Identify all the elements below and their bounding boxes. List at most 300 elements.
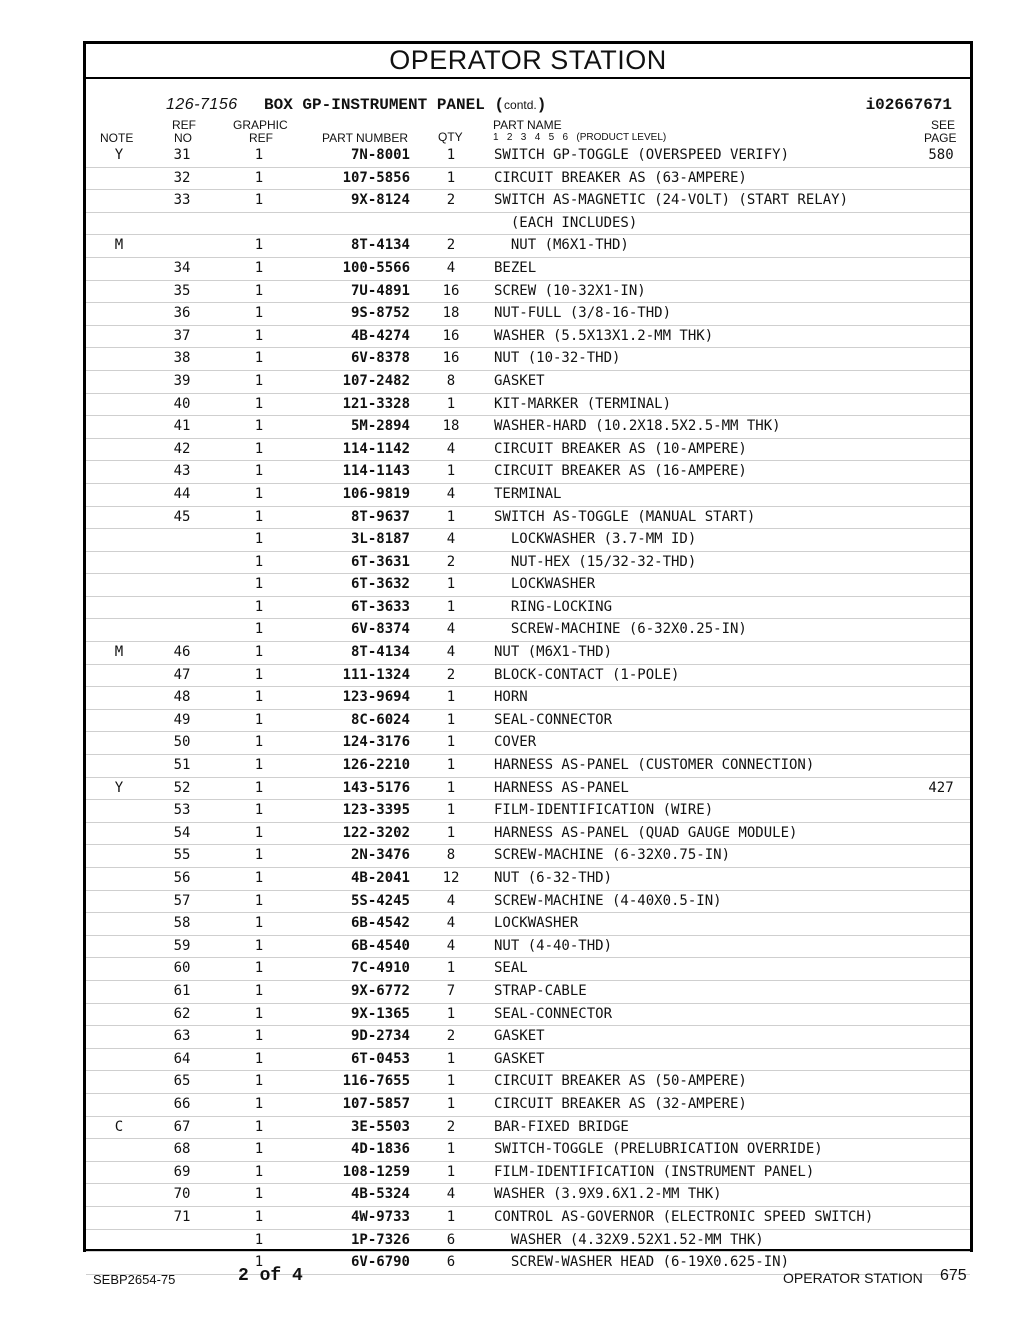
table-row: [86, 732, 970, 755]
table-row: [86, 394, 970, 417]
graphic-ref-cell: 1: [254, 305, 264, 322]
part-number-cell: 7N-8001: [350, 147, 410, 163]
table-row: [86, 868, 970, 891]
part-number-cell: 123-3395: [342, 802, 410, 819]
part-number-cell: 6T-3631: [350, 553, 410, 570]
part-name-cell: GASKET: [494, 1028, 545, 1045]
part-number-cell: 4B-4274: [350, 327, 410, 344]
part-name-cell: WASHER (5.5X13X1.2-MM THK): [494, 327, 714, 344]
part-number-cell: 8T-4134: [350, 237, 410, 254]
ref-no-cell: 57: [173, 892, 191, 909]
qty-cell: 18: [442, 418, 460, 435]
group-name-close: ): [536, 96, 547, 114]
part-name-cell: WASHER-HARD (10.2X18.5X2.5-MM THK): [494, 418, 781, 435]
ref-no-cell: 70: [173, 1186, 191, 1203]
table-row: [86, 1004, 970, 1027]
table-row: [86, 958, 970, 981]
group-part-number: 126-7156: [166, 96, 238, 113]
qty-cell: 1: [446, 576, 456, 593]
part-number-cell: 123-9694: [342, 689, 410, 706]
part-name-cell: SCREW (10-32X1-IN): [494, 282, 646, 299]
graphic-ref-cell: 1: [254, 598, 264, 615]
part-name-cell: LOCKWASHER: [494, 576, 596, 593]
part-number-cell: 9X-8124: [350, 192, 410, 209]
table-row: [86, 755, 970, 778]
part-name-cell: HORN: [494, 689, 528, 706]
graphic-ref-cell: 1: [254, 824, 264, 841]
qty-cell: 16: [442, 282, 460, 299]
group-name: [264, 96, 546, 114]
part-name-cell: CIRCUIT BREAKER AS (50-AMPERE): [494, 1073, 747, 1090]
ref-no-cell: 37: [173, 327, 191, 344]
part-name-cell: CONTROL AS-GOVERNOR (ELECTRONIC SPEED SWITCH): [494, 1208, 874, 1225]
table-row: [86, 710, 970, 733]
ref-no-cell: 56: [173, 870, 191, 886]
qty-cell: 1: [446, 689, 456, 706]
header-graphic-bottom: REF: [249, 131, 273, 145]
part-name-cell: RING-LOCKING: [494, 598, 613, 615]
table-row: [86, 1184, 970, 1207]
qty-cell: 4: [446, 531, 456, 548]
ref-no-cell: 39: [173, 372, 191, 389]
qty-cell: 1: [446, 395, 456, 412]
part-number-cell: 4D-1836: [350, 1141, 410, 1158]
qty-cell: 1: [446, 1208, 456, 1225]
table-row: [86, 936, 970, 959]
qty-cell: 1: [446, 463, 456, 480]
part-name-cell: SWITCH-TOGGLE (PRELUBRICATION OVERRIDE): [494, 1141, 823, 1158]
table-row: [86, 597, 970, 620]
graphic-ref-cell: 1: [254, 1141, 264, 1158]
qty-cell: 1: [446, 147, 456, 163]
ref-no-cell: 61: [173, 982, 191, 999]
ref-no-cell: 42: [173, 440, 191, 457]
part-number-cell: 122-3202: [342, 824, 410, 841]
ref-no-cell: 64: [173, 1050, 191, 1067]
part-number-cell: 5M-2894: [350, 418, 410, 435]
ref-no-cell: 32: [173, 169, 191, 186]
table-row: [86, 348, 970, 371]
qty-cell: 8: [446, 847, 456, 864]
ref-no-cell: 58: [173, 915, 191, 932]
ref-no-cell: 65: [173, 1073, 191, 1090]
table-row: [86, 168, 970, 191]
graphic-ref-cell: 1: [254, 440, 264, 457]
ref-no-cell: 66: [173, 1095, 191, 1112]
ref-no-cell: 43: [173, 463, 191, 480]
qty-cell: 4: [446, 259, 456, 276]
part-name-cell: BAR-FIXED BRIDGE: [494, 1118, 629, 1135]
note-cell: Y: [114, 779, 124, 796]
qty-cell: 4: [446, 892, 456, 909]
table-row: [86, 1049, 970, 1072]
part-name-cell: NUT (6-32-THD): [494, 870, 613, 886]
part-number-cell: 106-9819: [342, 485, 410, 502]
part-name-cell: NUT-FULL (3/8-16-THD): [494, 305, 672, 322]
graphic-ref-cell: 1: [254, 1005, 264, 1022]
table-row: [86, 507, 970, 530]
part-name-cell: LOCKWASHER (3.7-MM ID): [494, 531, 697, 548]
graphic-ref-cell: 1: [254, 1118, 264, 1135]
table-row: [86, 529, 970, 552]
table-row: [86, 439, 970, 462]
part-name-cell: FILM-IDENTIFICATION (WIRE): [494, 802, 714, 819]
part-number-cell: 7U-4891: [350, 282, 410, 299]
header-part-name: PART NAME: [493, 118, 562, 132]
graphic-ref-cell: 1: [254, 1050, 264, 1067]
table-row: [86, 461, 970, 484]
qty-cell: 16: [442, 350, 460, 367]
graphic-ref-cell: 1: [254, 982, 264, 999]
table-row: [86, 1162, 970, 1185]
part-number-cell: 6V-8374: [350, 621, 410, 638]
part-number-cell: 6T-0453: [350, 1050, 410, 1067]
parts-page-frame: [83, 41, 973, 1271]
note-cell: C: [114, 1118, 124, 1135]
part-name-cell: FILM-IDENTIFICATION (INSTRUMENT PANEL): [494, 1163, 815, 1180]
header-ref-bottom: NO: [174, 131, 192, 145]
part-name-cell: SEAL-CONNECTOR: [494, 711, 613, 728]
table-row: [86, 574, 970, 597]
part-name-cell: SWITCH AS-MAGNETIC (24-VOLT) (START RELAY): [494, 192, 849, 209]
part-number-cell: 3L-8187: [350, 531, 410, 548]
table-row: [86, 1026, 970, 1049]
part-number-cell: 6T-3633: [350, 598, 410, 615]
table-row: [86, 687, 970, 710]
graphic-ref-cell: 1: [254, 350, 264, 367]
table-row: [86, 303, 970, 326]
header-see-top: SEE: [931, 118, 956, 132]
part-name-cell: SEAL-CONNECTOR: [494, 1005, 613, 1022]
graphic-ref-cell: 1: [254, 553, 264, 570]
part-name-cell: CIRCUIT BREAKER AS (63-AMPERE): [494, 169, 747, 186]
ref-no-cell: 41: [173, 418, 191, 435]
qty-cell: 2: [446, 553, 456, 570]
graphic-ref-cell: 1: [254, 508, 264, 525]
part-name-cell: CIRCUIT BREAKER AS (16-AMPERE): [494, 463, 747, 480]
ref-no-cell: 34: [173, 259, 191, 276]
group-header: [86, 96, 970, 118]
ref-no-cell: 47: [173, 666, 191, 683]
ref-no-cell: 60: [173, 960, 191, 977]
part-number-cell: 9D-2734: [350, 1028, 410, 1045]
see-page-cell: 427: [928, 779, 954, 796]
ref-no-cell: 52: [173, 779, 191, 796]
part-number-cell: 114-1143: [342, 463, 410, 480]
graphic-ref-cell: 1: [254, 259, 264, 276]
graphic-ref-cell: 1: [254, 147, 264, 163]
table-row: [86, 1094, 970, 1117]
part-number-cell: 6B-4542: [350, 915, 410, 932]
graphic-ref-cell: 1: [254, 418, 264, 435]
part-number-cell: 3E-5503: [350, 1118, 410, 1135]
part-name-cell: STRAP-CABLE: [494, 982, 587, 999]
graphic-ref-cell: 1: [254, 621, 264, 638]
part-number-cell: 116-7655: [342, 1073, 410, 1090]
graphic-ref-cell: 1: [254, 1095, 264, 1112]
graphic-ref-cell: 1: [254, 802, 264, 819]
graphic-ref-cell: 1: [254, 237, 264, 254]
footer-page-number: 675: [940, 1267, 967, 1284]
qty-cell: 1: [446, 1095, 456, 1112]
graphic-ref-cell: 1: [254, 644, 264, 661]
qty-cell: 1: [446, 598, 456, 615]
table-row: [86, 326, 970, 349]
table-row: [86, 235, 970, 258]
header-part-number: PART NUMBER: [322, 131, 409, 145]
table-row: [86, 213, 970, 236]
footer-doc-id: SEBP2654-75: [93, 1272, 176, 1287]
graphic-ref-cell: 1: [254, 1073, 264, 1090]
qty-cell: 6: [446, 1231, 456, 1248]
part-number-cell: 4B-2041: [350, 870, 410, 886]
ref-no-cell: 31: [173, 147, 191, 163]
ref-no-cell: 59: [173, 937, 191, 954]
part-number-cell: 107-5857: [342, 1095, 410, 1112]
part-name-cell: KIT-MARKER (TERMINAL): [494, 395, 672, 412]
table-row: [86, 891, 970, 914]
graphic-ref-cell: 1: [254, 1163, 264, 1180]
part-name-cell: GASKET: [494, 1050, 545, 1067]
qty-cell: 1: [446, 1073, 456, 1090]
note-cell: M: [114, 237, 124, 254]
qty-cell: 2: [446, 192, 456, 209]
see-page-cell: 580: [928, 147, 954, 163]
table-row: [86, 371, 970, 394]
page-title: OPERATOR STATION: [86, 44, 970, 79]
header-graphic-top: GRAPHIC: [233, 118, 288, 132]
graphic-ref-cell: 1: [254, 666, 264, 683]
part-number-cell: 121-3328: [342, 395, 410, 412]
part-name-cell: CIRCUIT BREAKER AS (10-AMPERE): [494, 440, 747, 457]
graphic-ref-cell: 1: [254, 937, 264, 954]
table-row: [86, 552, 970, 575]
part-name-cell: SCREW-MACHINE (4-40X0.5-IN): [494, 892, 722, 909]
qty-cell: 2: [446, 1028, 456, 1045]
part-number-cell: 2N-3476: [350, 847, 410, 864]
ref-no-cell: 33: [173, 192, 191, 209]
ref-no-cell: 51: [173, 757, 191, 774]
qty-cell: 8: [446, 372, 456, 389]
part-number-cell: 9X-1365: [350, 1005, 410, 1022]
table-row: [86, 484, 970, 507]
graphic-ref-cell: 1: [254, 282, 264, 299]
ref-no-cell: 35: [173, 282, 191, 299]
ref-no-cell: 49: [173, 711, 191, 728]
part-name-cell: SWITCH GP-TOGGLE (OVERSPEED VERIFY): [494, 147, 790, 163]
table-row: [86, 800, 970, 823]
qty-cell: 4: [446, 915, 456, 932]
part-number-cell: 4B-5324: [350, 1186, 410, 1203]
table-row: [86, 1207, 970, 1230]
part-number-cell: 9X-6772: [350, 982, 410, 999]
graphic-ref-cell: 1: [254, 192, 264, 209]
qty-cell: 2: [446, 666, 456, 683]
parts-table: [86, 145, 970, 1275]
graphic-ref-cell: 1: [254, 711, 264, 728]
table-row: [86, 642, 970, 665]
part-name-cell: HARNESS AS-PANEL: [494, 779, 629, 796]
part-name-cell: SEAL: [494, 960, 528, 977]
footer-page-of: 2 of 4: [238, 1266, 303, 1286]
qty-cell: 12: [442, 870, 460, 886]
qty-cell: 7: [446, 982, 456, 999]
part-number-cell: 6T-3632: [350, 576, 410, 593]
ref-no-cell: 55: [173, 847, 191, 864]
qty-cell: 4: [446, 644, 456, 661]
group-name-text: BOX GP-INSTRUMENT PANEL (: [264, 96, 505, 114]
part-name-cell: WASHER (4.32X9.52X1.52-MM THK): [494, 1231, 764, 1248]
part-number-cell: 107-2482: [342, 372, 410, 389]
header-see-bottom: PAGE: [924, 131, 957, 145]
footer-section: OPERATOR STATION: [783, 1270, 923, 1286]
table-row: [86, 823, 970, 846]
graphic-ref-cell: 1: [254, 1208, 264, 1225]
part-number-cell: 100-5566: [342, 259, 410, 276]
qty-cell: 4: [446, 485, 456, 502]
graphic-ref-cell: 1: [254, 1028, 264, 1045]
part-name-cell: HARNESS AS-PANEL (QUAD GAUGE MODULE): [494, 824, 798, 841]
qty-cell: 1: [446, 169, 456, 186]
graphic-ref-cell: 1: [254, 870, 264, 886]
graphic-ref-cell: 1: [254, 169, 264, 186]
part-name-cell: BEZEL: [494, 259, 537, 276]
ref-no-cell: 69: [173, 1163, 191, 1180]
qty-cell: 1: [446, 960, 456, 977]
part-number-cell: 114-1142: [342, 440, 410, 457]
part-number-cell: 8T-4134: [350, 644, 410, 661]
part-name-cell: COVER: [494, 734, 537, 751]
table-row: [86, 1139, 970, 1162]
part-name-cell: NUT (10-32-THD): [494, 350, 621, 367]
part-name-cell: SCREW-WASHER HEAD (6-19X0.625-IN): [494, 1254, 790, 1271]
part-number-cell: 1P-7326: [350, 1231, 410, 1248]
qty-cell: 1: [446, 711, 456, 728]
table-row: [86, 1230, 970, 1253]
table-row: [86, 845, 970, 868]
part-name-cell: SCREW-MACHINE (6-32X0.25-IN): [494, 621, 747, 638]
table-row: [86, 281, 970, 304]
part-number-cell: 126-2210: [342, 757, 410, 774]
header-qty: QTY: [438, 130, 463, 144]
graphic-ref-cell: 1: [254, 327, 264, 344]
part-name-cell: TERMINAL: [494, 485, 562, 502]
qty-cell: 1: [446, 508, 456, 525]
table-row: [86, 416, 970, 439]
graphic-ref-cell: 1: [254, 689, 264, 706]
ref-no-cell: 38: [173, 350, 191, 367]
table-row: [86, 258, 970, 281]
qty-cell: 4: [446, 621, 456, 638]
qty-cell: 1: [446, 1005, 456, 1022]
graphic-ref-cell: 1: [254, 757, 264, 774]
ref-no-cell: 48: [173, 689, 191, 706]
qty-cell: 4: [446, 937, 456, 954]
part-number-cell: 7C-4910: [350, 960, 410, 977]
part-name-cell: NUT-HEX (15/32-32-THD): [494, 553, 697, 570]
part-number-cell: 6V-6790: [350, 1254, 410, 1271]
graphic-ref-cell: 1: [254, 892, 264, 909]
ref-no-cell: 71: [173, 1208, 191, 1225]
group-ident: i02667671: [865, 96, 952, 114]
ref-no-cell: 40: [173, 395, 191, 412]
ref-no-cell: 44: [173, 485, 191, 502]
table-row: [86, 190, 970, 213]
qty-cell: 6: [446, 1254, 456, 1271]
part-name-cell: GASKET: [494, 372, 545, 389]
part-number-cell: 107-5856: [342, 169, 410, 186]
ref-no-cell: 67: [173, 1118, 191, 1135]
qty-cell: 1: [446, 1141, 456, 1158]
table-row: [86, 1071, 970, 1094]
graphic-ref-cell: 1: [254, 734, 264, 751]
part-name-cell: CIRCUIT BREAKER AS (32-AMPERE): [494, 1095, 747, 1112]
ref-no-cell: 68: [173, 1141, 191, 1158]
graphic-ref-cell: 1: [254, 960, 264, 977]
part-name-cell: WASHER (3.9X9.6X1.2-MM THK): [494, 1186, 722, 1203]
part-name-cell: NUT (M6X1-THD): [494, 237, 629, 254]
note-cell: M: [114, 644, 124, 661]
part-name-cell: NUT (4-40-THD): [494, 937, 613, 954]
note-cell: Y: [114, 147, 124, 163]
ref-no-cell: 53: [173, 802, 191, 819]
group-contd: contd.: [504, 98, 537, 112]
qty-cell: 18: [442, 305, 460, 322]
graphic-ref-cell: 1: [254, 576, 264, 593]
column-headers: [86, 118, 970, 146]
graphic-ref-cell: 1: [254, 395, 264, 412]
qty-cell: 1: [446, 734, 456, 751]
table-row: [86, 778, 970, 801]
part-name-cell: LOCKWASHER: [494, 915, 579, 932]
qty-cell: 1: [446, 824, 456, 841]
part-name-cell: BLOCK-CONTACT (1-POLE): [494, 666, 680, 683]
qty-cell: 1: [446, 802, 456, 819]
graphic-ref-cell: 1: [254, 1186, 264, 1203]
table-row: [86, 981, 970, 1004]
part-number-cell: 124-3176: [342, 734, 410, 751]
ref-no-cell: 50: [173, 734, 191, 751]
part-number-cell: 8C-6024: [350, 711, 410, 728]
page-footer: [0, 1262, 1020, 1292]
qty-cell: 1: [446, 779, 456, 796]
graphic-ref-cell: 1: [254, 1231, 264, 1248]
header-product-level: 1 2 3 4 5 6 (PRODUCT LEVEL): [493, 132, 667, 143]
part-number-cell: 4W-9733: [350, 1208, 410, 1225]
ref-no-cell: 62: [173, 1005, 191, 1022]
ref-no-cell: 46: [173, 644, 191, 661]
part-number-cell: 9S-8752: [350, 305, 410, 322]
header-ref-top: REF: [172, 118, 196, 132]
qty-cell: 2: [446, 1118, 456, 1135]
ref-no-cell: 54: [173, 824, 191, 841]
graphic-ref-cell: 1: [254, 847, 264, 864]
graphic-ref-cell: 1: [254, 463, 264, 480]
qty-cell: 16: [442, 327, 460, 344]
graphic-ref-cell: 1: [254, 915, 264, 932]
part-number-cell: 108-1259: [342, 1163, 410, 1180]
part-name-cell: SWITCH AS-TOGGLE (MANUAL START): [494, 508, 756, 525]
qty-cell: 4: [446, 1186, 456, 1203]
table-row: [86, 665, 970, 688]
ref-no-cell: 63: [173, 1028, 191, 1045]
part-name-cell: (EACH INCLUDES): [494, 214, 638, 231]
graphic-ref-cell: 1: [254, 372, 264, 389]
part-number-cell: 111-1324: [342, 666, 410, 683]
part-number-cell: 143-5176: [342, 779, 410, 796]
ref-no-cell: 45: [173, 508, 191, 525]
graphic-ref-cell: 1: [254, 485, 264, 502]
